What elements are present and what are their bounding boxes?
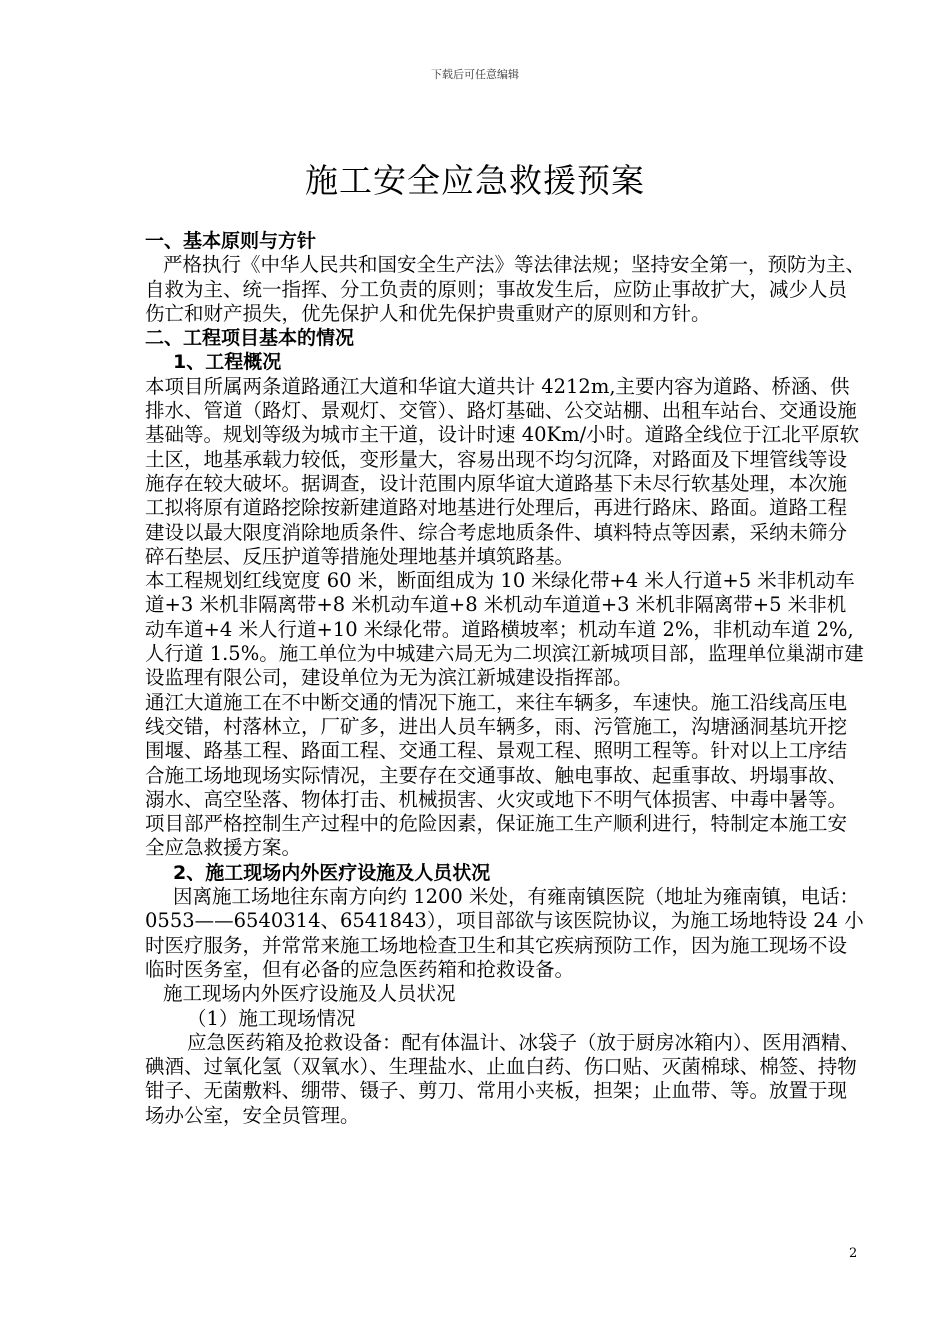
document-body: [145, 229, 865, 1128]
page-number: 2: [849, 1246, 858, 1261]
paragraph: 应急医药箱及抢救设备：配有体温计、冰袋子（放于厨房冰箱内）、医用酒精、碘酒、过氧化氢（双氧水）、生理盐水、止血白药、伤口贴、灭菌棉球、棉签、持物钳子、无菌敷料、绷带、镊子、剪刀、常用小夹板，担架；止血带、等。放置于现场办公室，安全员管理。: [145, 1030, 860, 1127]
section-heading-1: 一、基本原则与方针: [145, 230, 317, 252]
subsection-heading: （1）施工现场情况: [187, 1006, 356, 1030]
paragraph: 通江大道施工在不中断交通的情况下施工，来往车辆多，车速快。施工沿线高压电线交错，村落林立，厂矿多，进出人员车辆多，雨、污管施工，沟塘涵洞基坑开挖围堰、路基工程、路面工程、交通工程、景观工程、照明工程等。针对以上工序结合施工场地现场实际情况，主要存在交通事故、触电事故、起重事故、坍塌事故、溺水、高空坠落、物体打击、机械损害、火灾或地下不明气体损害、中毒中暑等。项目部严格控制生产过程中的危险因素，保证施工生产顺利进行，特制定本施工安全应急救援方案。: [145, 690, 848, 860]
paragraph: 严格执行《中华人民共和国安全生产法》等法律法规；坚持安全第一，预防为主、自救为主、统一指挥、分工负责的原则；事故发生后，应防止事故扩大，减少人员伤亡和财产损失，优先保护人和优先保护贵重财产的原则和方针。: [145, 253, 866, 325]
paragraph: 本工程规划红线宽度 60 米，断面组成为 10 米绿化带+4 米人行道+5 米非机动车道+3 米机非隔离带+8 米机动车道+8 米机动车道道+3 米机非隔离带+5 米非机动车道+4 米人行道+10 米绿化带。道路横坡率；机动车道 2%，非机动车道 2%,人行道 1.5%。施工单位为中城建六局无为二坝滨江新城项目部，监理单位巢湖市建设监理有限公司，建设单位为无为滨江新城建设指挥部。: [145, 569, 864, 690]
subsection-heading: 1、工程概况: [173, 351, 282, 374]
page-header: 下载后可任意编辑: [431, 68, 519, 81]
paragraph: 施工现场内外医疗设施及人员状况: [163, 982, 456, 1006]
document-title: 施工安全应急救援预案: [305, 161, 645, 200]
paragraph: 因离施工场地往东南方向约 1200 米处，有雍南镇医院（地址为雍南镇，电话：0553——6540314、6541843），项目部欲与该医院协议，为施工场地特设 24 小时医疗服务，并常常来施工场地检查卫生和其它疾病预防工作，因为施工现场不设临时医务室，但有必备的应急医药箱和抢救设备。: [145, 885, 864, 981]
paragraph: 本项目所属两条道路通江大道和华谊大道共计 4212m,主要内容为道路、桥涵、供排水、管道（路灯、景观灯、交管）、路灯基础、公交站棚、出租车站台、交通设施基础等。规划等级为城市主干道，设计时速 40Km/小时。道路全线位于江北平原软土区，地基承载力较低，变形量大，容易出现不均匀沉降，对路面及下埋管线等设施存在较大破坏。据调查，设计范围内原华谊大道路基下未尽行软基处理，本次施工拟将原有道路挖除按新建道路对地基进行处理后，再进行路床、路面。道路工程建设以最大限度消除地质条件、综合考虑地质条件、填料特点等因素，采纳未筛分碎石垫层、反压护道等措施处理地基并填筑路基。: [145, 374, 860, 568]
subsection-heading: 2、施工现场内外医疗设施及人员状况: [173, 861, 491, 884]
section-heading-2: 二、工程项目基本的情况: [145, 327, 355, 350]
